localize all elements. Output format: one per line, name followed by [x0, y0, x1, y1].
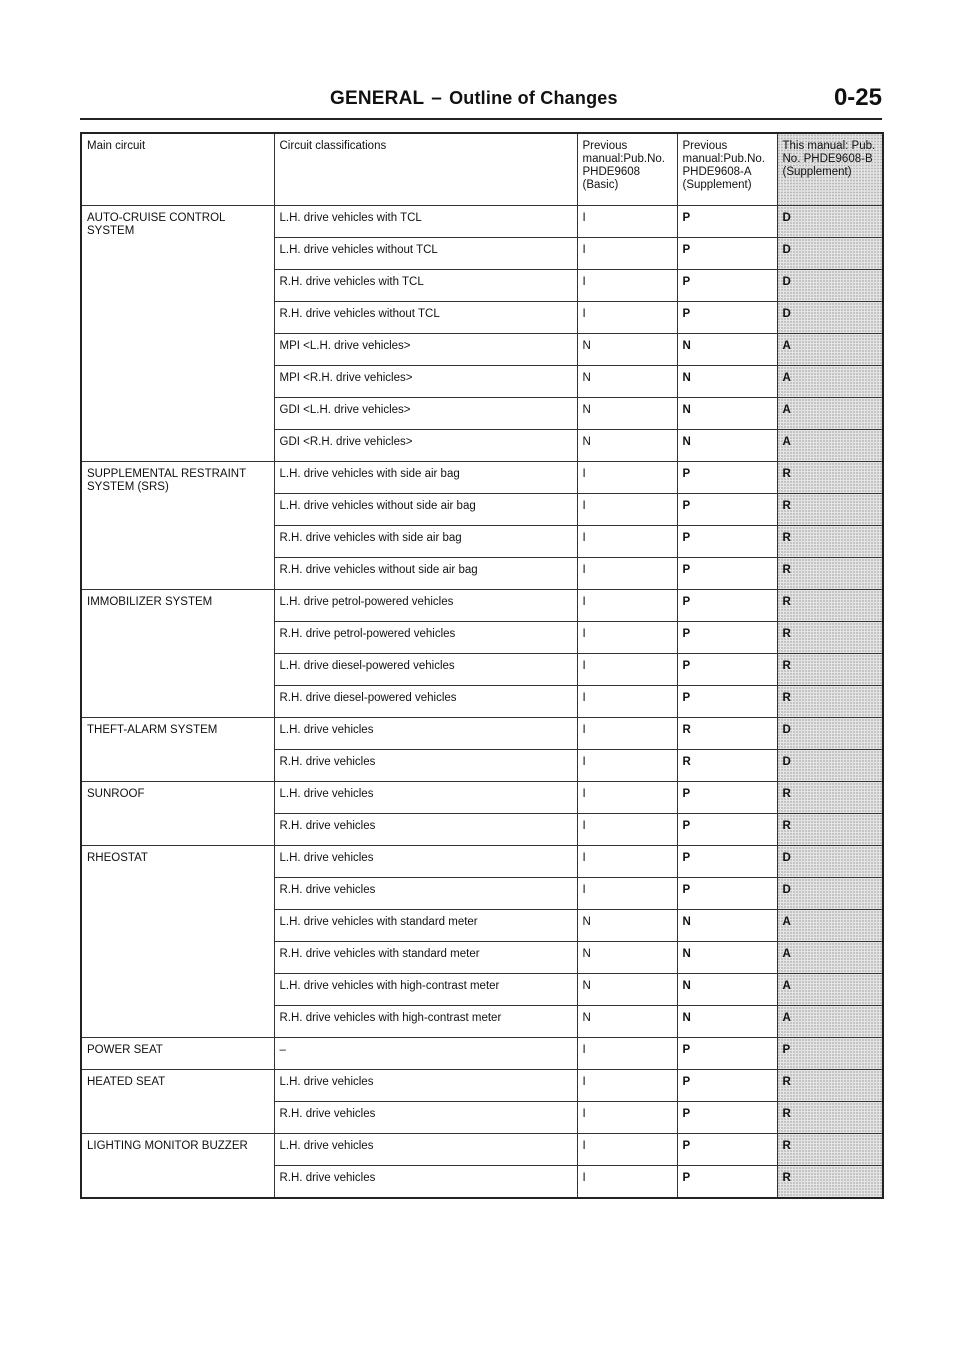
table-row	[81, 1134, 883, 1166]
this-manual-cell: R	[777, 686, 883, 718]
classification-cell: L.H. drive vehicles with TCL	[274, 206, 577, 238]
classification-cell: GDI <R.H. drive vehicles>	[274, 430, 577, 462]
this-manual-cell: D	[777, 846, 883, 878]
previous-basic-cell: I	[577, 622, 677, 654]
this-manual-cell: D	[777, 302, 883, 334]
this-manual-cell: R	[777, 1166, 883, 1199]
page-title	[330, 88, 618, 110]
previous-supplement-cell: P	[677, 686, 777, 718]
previous-basic-cell: N	[577, 974, 677, 1006]
this-manual-cell: R	[777, 654, 883, 686]
previous-basic-cell: I	[577, 846, 677, 878]
classification-cell: R.H. drive vehicles	[274, 1102, 577, 1134]
previous-basic-cell: N	[577, 1006, 677, 1038]
previous-basic-cell: I	[577, 782, 677, 814]
classification-cell: MPI <L.H. drive vehicles>	[274, 334, 577, 366]
this-manual-cell: D	[777, 750, 883, 782]
header-rule	[80, 118, 882, 120]
previous-basic-cell: I	[577, 814, 677, 846]
table-row	[81, 782, 883, 814]
table-body	[81, 206, 883, 1199]
table-row	[81, 590, 883, 622]
this-manual-cell: R	[777, 1134, 883, 1166]
classification-cell: R.H. drive vehicles with side air bag	[274, 526, 577, 558]
this-manual-cell: A	[777, 910, 883, 942]
previous-basic-cell: I	[577, 558, 677, 590]
classification-cell: R.H. drive vehicles	[274, 750, 577, 782]
this-manual-cell: A	[777, 366, 883, 398]
previous-basic-cell: I	[577, 718, 677, 750]
main-circuit-cell: THEFT-ALARM SYSTEM	[81, 718, 274, 782]
this-manual-cell: A	[777, 942, 883, 974]
classification-cell: –	[274, 1038, 577, 1070]
this-manual-cell: D	[777, 206, 883, 238]
previous-basic-cell: I	[577, 1134, 677, 1166]
classification-cell: L.H. drive vehicles without side air bag	[274, 494, 577, 526]
classification-cell: L.H. drive vehicles with standard meter	[274, 910, 577, 942]
previous-supplement-cell: P	[677, 302, 777, 334]
column-header-this-manual: This manual: Pub. No. PHDE9608-B (Supplement)	[777, 133, 883, 206]
this-manual-cell: D	[777, 238, 883, 270]
column-header-previous-basic: Previous manual:Pub.No. PHDE9608 (Basic)	[577, 133, 677, 206]
previous-supplement-cell: P	[677, 1070, 777, 1102]
this-manual-cell: R	[777, 1102, 883, 1134]
main-circuit-cell: RHEOSTAT	[81, 846, 274, 1038]
classification-cell: L.H. drive petrol-powered vehicles	[274, 590, 577, 622]
this-manual-cell: A	[777, 334, 883, 366]
this-manual-cell: P	[777, 1038, 883, 1070]
previous-basic-cell: N	[577, 430, 677, 462]
previous-basic-cell: I	[577, 302, 677, 334]
previous-basic-cell: N	[577, 910, 677, 942]
main-circuit-cell: IMMOBILIZER SYSTEM	[81, 590, 274, 718]
previous-basic-cell: I	[577, 1070, 677, 1102]
classification-cell: R.H. drive vehicles	[274, 814, 577, 846]
table-row	[81, 846, 883, 878]
previous-supplement-cell: P	[677, 206, 777, 238]
previous-basic-cell: I	[577, 654, 677, 686]
previous-basic-cell: I	[577, 1102, 677, 1134]
previous-supplement-cell: P	[677, 622, 777, 654]
previous-supplement-cell: P	[677, 814, 777, 846]
page-header	[80, 84, 882, 120]
previous-basic-cell: N	[577, 398, 677, 430]
previous-supplement-cell: N	[677, 1006, 777, 1038]
previous-supplement-cell: N	[677, 430, 777, 462]
previous-supplement-cell: P	[677, 238, 777, 270]
table-header-row	[81, 133, 883, 206]
previous-supplement-cell: P	[677, 270, 777, 302]
previous-supplement-cell: P	[677, 526, 777, 558]
previous-basic-cell: I	[577, 526, 677, 558]
this-manual-cell: R	[777, 494, 883, 526]
this-manual-cell: R	[777, 1070, 883, 1102]
previous-supplement-cell: P	[677, 1038, 777, 1070]
main-circuit-cell: SUPPLEMENTAL RESTRAINT SYSTEM (SRS)	[81, 462, 274, 590]
main-circuit-cell: SUNROOF	[81, 782, 274, 846]
this-manual-cell: A	[777, 398, 883, 430]
section-title: GENERAL	[330, 88, 425, 109]
this-manual-cell: A	[777, 974, 883, 1006]
previous-supplement-cell: R	[677, 750, 777, 782]
classification-cell: L.H. drive vehicles	[274, 782, 577, 814]
previous-basic-cell: I	[577, 590, 677, 622]
previous-supplement-cell: N	[677, 910, 777, 942]
classification-cell: R.H. drive diesel-powered vehicles	[274, 686, 577, 718]
table-row	[81, 462, 883, 494]
classification-cell: R.H. drive vehicles without TCL	[274, 302, 577, 334]
main-circuit-cell: HEATED SEAT	[81, 1070, 274, 1134]
this-manual-cell: R	[777, 526, 883, 558]
previous-basic-cell: I	[577, 750, 677, 782]
classification-cell: L.H. drive vehicles	[274, 1070, 577, 1102]
previous-supplement-cell: P	[677, 878, 777, 910]
classification-cell: R.H. drive vehicles	[274, 878, 577, 910]
previous-supplement-cell: P	[677, 782, 777, 814]
previous-basic-cell: N	[577, 942, 677, 974]
previous-basic-cell: I	[577, 494, 677, 526]
previous-supplement-cell: P	[677, 1102, 777, 1134]
previous-supplement-cell: P	[677, 494, 777, 526]
this-manual-cell: D	[777, 718, 883, 750]
classification-cell: R.H. drive vehicles with standard meter	[274, 942, 577, 974]
classification-cell: R.H. drive vehicles with TCL	[274, 270, 577, 302]
changes-table	[80, 132, 884, 1199]
previous-basic-cell: I	[577, 270, 677, 302]
this-manual-cell: R	[777, 590, 883, 622]
main-circuit-cell: AUTO-CRUISE CONTROL SYSTEM	[81, 206, 274, 462]
classification-cell: R.H. drive petrol-powered vehicles	[274, 622, 577, 654]
previous-basic-cell: I	[577, 686, 677, 718]
page-number: 0-25	[833, 84, 882, 111]
classification-cell: L.H. drive vehicles	[274, 718, 577, 750]
previous-supplement-cell: P	[677, 654, 777, 686]
previous-supplement-cell: P	[677, 1166, 777, 1199]
classification-cell: L.H. drive diesel-powered vehicles	[274, 654, 577, 686]
previous-supplement-cell: N	[677, 398, 777, 430]
classification-cell: R.H. drive vehicles with high-contrast meter	[274, 1006, 577, 1038]
previous-basic-cell: I	[577, 878, 677, 910]
previous-supplement-cell: P	[677, 846, 777, 878]
previous-supplement-cell: N	[677, 974, 777, 1006]
previous-basic-cell: N	[577, 334, 677, 366]
this-manual-cell: R	[777, 782, 883, 814]
column-header-circuit-classifications: Circuit classifications	[274, 133, 577, 206]
previous-supplement-cell: R	[677, 718, 777, 750]
main-circuit-cell: LIGHTING MONITOR BUZZER	[81, 1134, 274, 1199]
previous-supplement-cell: P	[677, 462, 777, 494]
previous-supplement-cell: P	[677, 1134, 777, 1166]
this-manual-cell: R	[777, 814, 883, 846]
previous-supplement-cell: N	[677, 334, 777, 366]
table-row	[81, 1070, 883, 1102]
classification-cell: L.H. drive vehicles	[274, 846, 577, 878]
column-header-previous-supplement: Previous manual:Pub.No. PHDE9608-A (Supplement)	[677, 133, 777, 206]
previous-basic-cell: I	[577, 462, 677, 494]
previous-supplement-cell: P	[677, 558, 777, 590]
main-circuit-cell: POWER SEAT	[81, 1038, 274, 1070]
previous-basic-cell: I	[577, 238, 677, 270]
this-manual-cell: R	[777, 558, 883, 590]
classification-cell: MPI <R.H. drive vehicles>	[274, 366, 577, 398]
table-row	[81, 1038, 883, 1070]
section-subtitle: Outline of Changes	[449, 88, 618, 108]
classification-cell: L.H. drive vehicles without TCL	[274, 238, 577, 270]
this-manual-cell: D	[777, 270, 883, 302]
this-manual-cell: R	[777, 462, 883, 494]
previous-basic-cell: I	[577, 1166, 677, 1199]
classification-cell: L.H. drive vehicles with high-contrast meter	[274, 974, 577, 1006]
table-row	[81, 206, 883, 238]
previous-basic-cell: I	[577, 206, 677, 238]
classification-cell: L.H. drive vehicles with side air bag	[274, 462, 577, 494]
previous-basic-cell: N	[577, 366, 677, 398]
classification-cell: L.H. drive vehicles	[274, 1134, 577, 1166]
table-row	[81, 718, 883, 750]
title-separator: –	[431, 88, 443, 109]
column-header-main-circuit: Main circuit	[81, 133, 274, 206]
this-manual-cell: A	[777, 430, 883, 462]
previous-supplement-cell: N	[677, 366, 777, 398]
classification-cell: R.H. drive vehicles without side air bag	[274, 558, 577, 590]
this-manual-cell: D	[777, 878, 883, 910]
previous-basic-cell: I	[577, 1038, 677, 1070]
this-manual-cell: A	[777, 1006, 883, 1038]
classification-cell: GDI <L.H. drive vehicles>	[274, 398, 577, 430]
this-manual-cell: R	[777, 622, 883, 654]
previous-supplement-cell: P	[677, 590, 777, 622]
classification-cell: R.H. drive vehicles	[274, 1166, 577, 1199]
previous-supplement-cell: N	[677, 942, 777, 974]
